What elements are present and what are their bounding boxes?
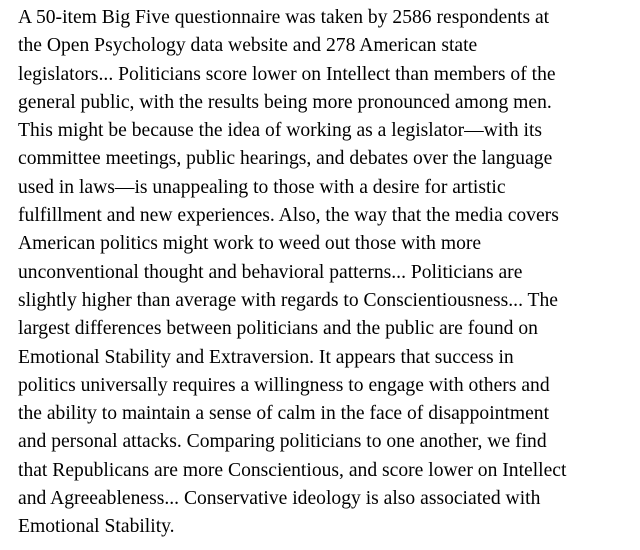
text-line-7: used in laws—is unappealing to those with a desire for artistic [18,176,506,198]
text-line-9: American politics might work to weed out those with more [18,233,482,255]
text-line-17: that Republicans are more Conscientious, and score lower on Intellect [18,459,567,481]
text-line-10: unconventional thought and behavioral patterns... Politicians are [18,261,523,283]
text-line-1: A 50-item Big Five questionnaire was taken by 2586 respondents at [18,7,550,28]
text-line-19: Emotional Stability. [18,516,175,538]
text-line-4: general public, with the results being more pronounced among men. [18,91,552,113]
text-line-2: the Open Psychology data website and 278 American state [18,35,478,57]
text-line-16: and personal attacks. Comparing politicians to one another, we find [18,431,547,453]
text-line-5: This might be because the idea of working as a legislator—with its [18,120,543,142]
text-line-6: committee meetings, public hearings, and debates over the language [18,148,553,170]
text-line-18: and Agreeableness... Conservative ideology is also associated with [18,488,541,510]
quoted-paragraph [18,4,638,542]
text-line-11: slightly higher than average with regards to Conscientiousness... The [18,289,558,311]
text-line-3: legislators... Politicians score lower on Intellect than members of the [18,63,556,85]
text-line-14: politics universally requires a willingness to engage with others and [18,374,550,396]
text-line-12: largest differences between politicians and the public are found on [18,318,538,340]
text-line-15: the ability to maintain a sense of calm in the face of disappointment [18,403,550,425]
text-line-8: fulfillment and new experiences. Also, the way that the media covers [18,205,559,227]
text-line-13: Emotional Stability and Extraversion. It appears that success in [18,346,514,368]
